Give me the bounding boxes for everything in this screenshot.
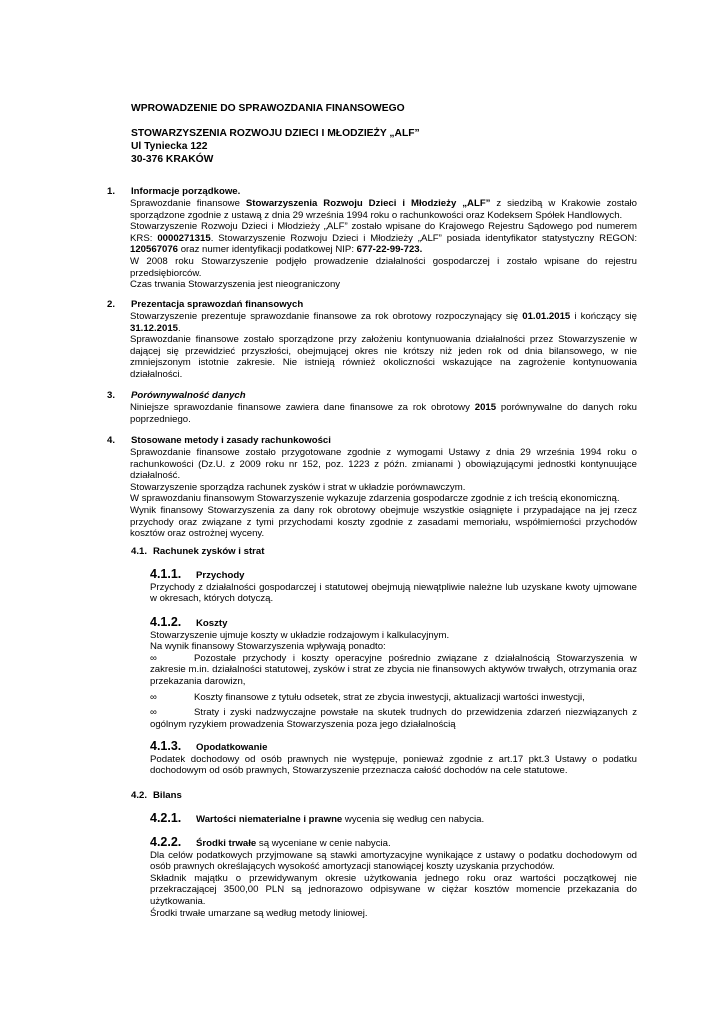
organization-name: STOWARZYSZENIA ROZWOJU DZIECI I MŁODZIEŻY „ALF” bbox=[131, 128, 420, 139]
subsection-4-1-2-title: Koszty bbox=[196, 618, 228, 629]
section-4 bbox=[107, 435, 637, 540]
section-4-title: Stosowane metody i zasady rachunkowości bbox=[131, 435, 331, 446]
section-3 bbox=[107, 390, 637, 425]
subsection-4-1-3 bbox=[150, 741, 637, 777]
subsection-4-1-2-line-2: Na wynik finansowy Stowarzyszenia wpływają ponadto: bbox=[150, 641, 386, 653]
subsection-4-1-3-number: 4.1.3. bbox=[150, 739, 182, 753]
section-3-number: 3. bbox=[107, 390, 116, 401]
document-title: WPROWADZENIE DO SPRAWOZDANIA FINANSOWEGO bbox=[131, 103, 405, 114]
bullet-item-2: ∞ Koszty finansowe z tytułu odsetek, strat ze zbycia inwestycji, aktualizacji wartości inwestycji, bbox=[150, 691, 585, 703]
subsection-4-2-2-line-1: Dla celów podatkowych przyjmowane są stawki amortyzacyjne wynikające z ustawy o podatku dochodowym od osób prawnych określających wysokość amortyzacji stanowiącej koszty uzyskania przychodów. bbox=[150, 849, 637, 873]
section-1-paragraph-4: Czas trwania Stowarzyszenia jest nieograniczony bbox=[130, 279, 341, 291]
subsection-4-2-number: 4.2. bbox=[131, 790, 148, 801]
subsection-4-2-2-title: Środki trwałe bbox=[196, 838, 257, 849]
subsection-4-2-2-intro: są wyceniane w cenie nabycia. bbox=[256, 838, 391, 849]
subsection-4-1-title: Rachunek zysków i strat bbox=[153, 546, 265, 557]
section-1-title: Informacje porządkowe. bbox=[131, 186, 241, 197]
section-1-paragraph-3: W 2008 roku Stowarzyszenie podjęło prowadzenie działalności gospodarczej i zostało wpisane do rejestru przedsiębiorców. bbox=[130, 255, 637, 279]
section-3-title: Porównywalność danych bbox=[131, 390, 246, 401]
subsection-4-1-1-text: Przychody z działalności gospodarczej i statutowej obejmują niewątpliwie należne lub uzyskane kwoty ujmowane w okresach, których dotyczą. bbox=[150, 581, 637, 605]
section-3-paragraph-1: Niniejsze sprawozdanie finansowe zawiera dane finansowe za rok obrotowy 2015 porównywalne do danych roku poprzedniego. bbox=[130, 402, 637, 425]
subsection-4-1-2-number: 4.1.2. bbox=[150, 615, 182, 629]
subsection-4-1-1 bbox=[150, 569, 637, 605]
section-1 bbox=[107, 186, 637, 291]
section-1-number: 1. bbox=[107, 186, 116, 197]
subsection-4-2-2-line-2: Składnik majątku o przewidywanym okresie użytkowania jednego roku oraz wartości początkowej nie przekraczającej 3500,00 PLN są jednorazowo odpisywane w ciężar kosztów momencie przekazania do użytkowania. bbox=[150, 872, 637, 907]
section-4-number: 4. bbox=[107, 435, 116, 446]
subsection-4-2-2-number: 4.2.2. bbox=[150, 835, 182, 849]
organization-street: Ul Tyniecka 122 bbox=[131, 141, 208, 152]
subsection-4-2-1-title: Wartości niematerialne i prawne bbox=[196, 814, 343, 825]
subsection-4-2 bbox=[131, 790, 637, 802]
infinity-bullet-icon: ∞ bbox=[150, 707, 157, 719]
subsection-4-1-1-title: Przychody bbox=[196, 570, 245, 581]
subsection-4-2-title: Bilans bbox=[153, 790, 182, 801]
subsection-4-2-1-text: wycenia się według cen nabycia. bbox=[342, 814, 485, 825]
subsection-4-1 bbox=[131, 546, 637, 558]
subsection-4-1-2-line-1: Stowarzyszenie ujmuje koszty w układzie rodzajowym i kalkulacyjnym. bbox=[150, 629, 450, 641]
section-2-paragraph-2: Sprawozdanie finansowe zostało sporządzone przy założeniu kontynuowania działalności przez Stowarzyszenie w dającej się przewidzieć przyszłości, obejmującej okres nie krótszy niż jeden rok od dnia bilansowego, w nie zmniejszonym istotnie zakresie. Nie istnieją również okoliczności wskazujące na zagrożenie kontynuowania działalności. bbox=[130, 334, 637, 380]
section-4-paragraph-4: Wynik finansowy Stowarzyszenia za dany rok obrotowy obejmuje wszystkie osiągnięte i przypadające na jej rzecz przychody oraz związane z tymi przychodami koszty zgodnie z zasadami memoriału, współmierności przychodów kosztów oraz ostrożnej wyceny. bbox=[130, 504, 637, 540]
section-2-number: 2. bbox=[107, 299, 116, 310]
organization-city: 30-376 KRAKÓW bbox=[131, 154, 214, 165]
section-4-paragraph-1: Sprawozdanie finansowe zostało przygotowane zgodnie z wymogami Ustawy z dnia 29 września 1994 roku o rachunkowości (Dz.U. z 2009 roku nr 152, poz. 1223 z późn. zmianami ) obowiązującymi jednostki kontynuujące działalność. bbox=[130, 447, 637, 482]
section-4-paragraph-2: Stowarzyszenie sporządza rachunek zysków i strat w układzie porównawczym. bbox=[130, 481, 466, 493]
subsection-4-2-2-line-3: Środki trwałe umarzane są według metody liniowej. bbox=[150, 907, 368, 919]
infinity-bullet-icon: ∞ bbox=[150, 691, 157, 703]
section-4-paragraph-3: W sprawozdaniu finansowym Stowarzyszenie wykazuje zdarzenia gospodarcze zgodnie z ich treścią ekonomiczną. bbox=[130, 493, 620, 505]
subsection-4-2-1 bbox=[150, 813, 637, 826]
bullet-item-3: ∞ Straty i zyski nadzwyczajne powstałe na skutek trudnych do przewidzenia zdarzeń niezwiązanych z ogólnym ryzykiem prowadzenia Stowarzyszenia poza jego działalnością bbox=[150, 707, 637, 730]
section-2-title: Prezentacja sprawozdań finansowych bbox=[131, 299, 304, 310]
subsection-4-1-3-title: Opodatkowanie bbox=[196, 742, 268, 753]
subsection-4-1-3-text: Podatek dochodowy od osób prawnych nie występuje, ponieważ zgodnie z art.17 pkt.3 Ustawy o podatku dochodowym od osób prawnych, Stowarzyszenie przeznacza całość dochodów na cele statutowe. bbox=[150, 753, 637, 777]
subsection-4-1-1-number: 4.1.1. bbox=[150, 567, 182, 581]
section-1-paragraph-2: Stowarzyszenie Rozwoju Dzieci i Młodzieży „ALF” zostało wpisane do Krajowego Rejestru Sądowego pod numerem KRS: 0000271315. Stowarzyszenie Rozwoju Dzieci i Młodzieży „ALF” posiada identyfikator statystyczny REGON: 120567076 oraz numer identyfikacji podatkowej NIP: 677-22-99-723. bbox=[130, 221, 637, 256]
subsection-4-2-2 bbox=[150, 837, 637, 919]
subsection-4-2-1-number: 4.2.1. bbox=[150, 811, 182, 825]
infinity-bullet-icon: ∞ bbox=[150, 652, 157, 664]
section-1-paragraph-1: Sprawozdanie finansowe Stowarzyszenia Rozwoju Dzieci i Młodzieży „ALF” z siedzibą w Krakowie zostało sporządzone zgodnie z ustawą z dnia 29 września 1994 roku o rachunkowości oraz Kodeksem Spółek Handlowych. bbox=[130, 198, 638, 221]
subsection-4-1-2 bbox=[150, 617, 637, 730]
bullet-item-1: ∞ Pozostałe przychody i koszty operacyjne pośrednio związane z działalnością Stowarzyszenia w zakresie m.in. działalności statutowej, zysków i strat ze zbycia nie finansowych aktywów trwałych, otrzymania oraz przekazania darowizn, bbox=[150, 652, 637, 687]
section-2-paragraph-1: Stowarzyszenie prezentuje sprawozdanie finansowe za rok obrotowy rozpoczynający się 01.01.2015 i kończący się 31.12.2015. bbox=[130, 311, 637, 334]
subsection-4-1-number: 4.1. bbox=[131, 546, 148, 557]
section-2 bbox=[107, 299, 637, 381]
